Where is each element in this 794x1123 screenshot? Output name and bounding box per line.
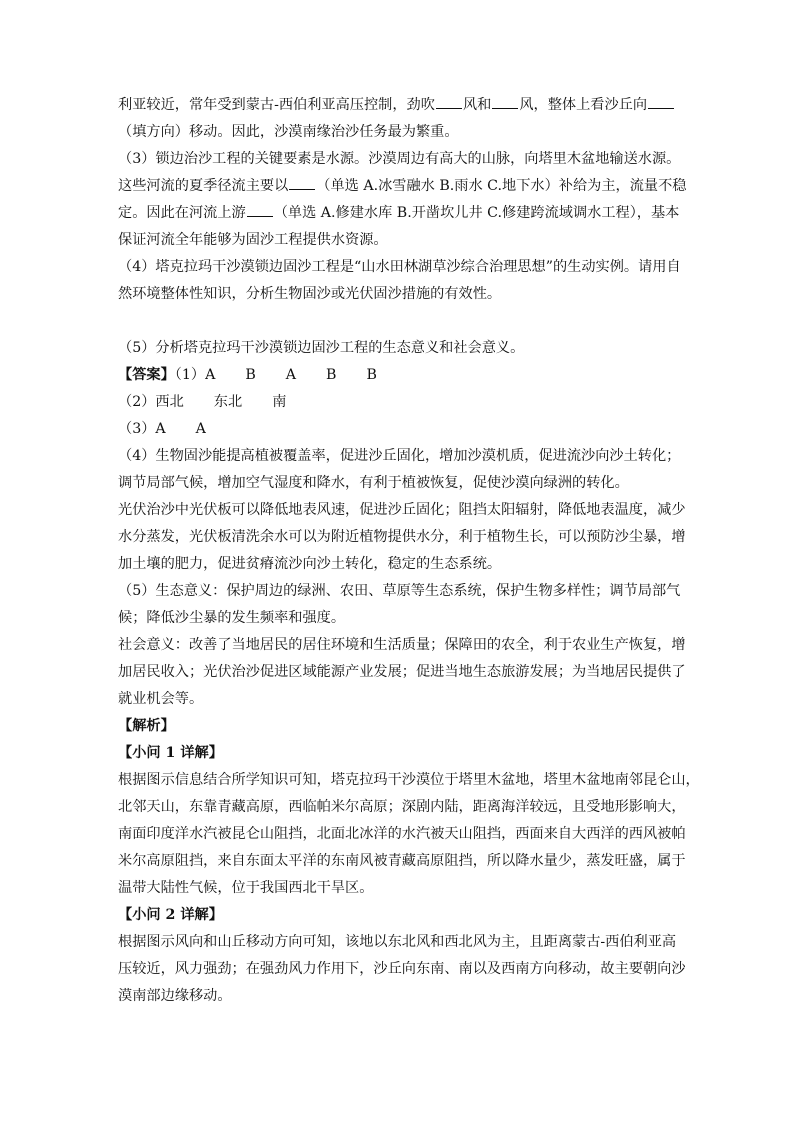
q2-line-1	[118, 92, 678, 119]
answer-item: 南	[272, 394, 287, 410]
answer-item: B	[326, 367, 337, 383]
answer-blank	[492, 94, 518, 109]
sub-question-2-label: 【小问 2 详解】	[118, 907, 223, 923]
q3-line-1: （3）锁边治沙工程的关键要素是水源。沙漠周边有高大的山脉，向塔里木盆地输送水源。	[118, 151, 681, 167]
answer-blank	[436, 94, 462, 109]
answer-4-line: （4）生物固沙能提高植被覆盖率，促进沙丘固化，增加沙漠机质，促进流沙向沙土转化；	[118, 448, 681, 464]
q3-text: （单选 A.冰雪融水 B.雨水 C.地下水）补给为主，流量不稳	[316, 178, 687, 194]
answer-item: 东北	[213, 394, 243, 410]
document-page	[118, 92, 700, 1010]
analysis-1-line: 南面印度洋水汽被昆仑山阻挡，北面北冰洋的水汽被天山阻挡，西面来自大西洋的西风被帕	[118, 826, 686, 842]
answer-label: 【答案】	[118, 367, 175, 383]
analysis-1-line: 米尔高原阻挡，来自东面太平洋的东南风被青藏高原阻挡，所以降水量少，蒸发旺盛，属于	[118, 853, 686, 869]
analysis-label: 【解析】	[118, 718, 175, 734]
answer-line-1	[118, 362, 678, 389]
answer-item: 西北	[155, 394, 184, 410]
analysis-1-line: 根据图示信息结合所学知识可知，塔克拉玛干沙漠位于塔里木盆地，塔里木盆地南邻昆仑山，	[118, 772, 700, 788]
answer-4-line: 加土壤的肥力，促进贫瘠流沙向沙土转化，稳定的生态系统。	[118, 556, 502, 572]
q5-line-1: （5）分析塔克拉玛干沙漠锁边固沙工程的生态意义和社会意义。	[118, 340, 525, 356]
analysis-1-line: 温带大陆性气候，位于我国西北干旱区。	[118, 880, 374, 896]
answer-prefix: （3）	[118, 421, 156, 437]
analysis-2-line: 漠南部边缘移动。	[118, 988, 232, 1004]
answer-item: B	[366, 367, 377, 383]
spacer	[118, 308, 678, 335]
q3-line-3	[118, 200, 678, 227]
analysis-2-line: 根据图示风向和山丘移动方向可知，该地以东北风和西北风为主，且距离蒙古-西伯利亚高	[118, 934, 677, 950]
q2-text: 利亚较近，常年受到蒙古-西伯利亚高压控制，劲吹	[118, 97, 435, 113]
answer-4-line: 光伏治沙中光伏板可以降低地表风速，促进沙丘固化；阻挡太阳辐射，降低地表温度，减少	[118, 502, 686, 518]
q2-line-2: （填方向）移动。因此，沙漠南缘治沙任务最为繁重。	[118, 124, 459, 140]
answer-item: B	[245, 367, 256, 383]
analysis-1-line: 北邻天山，东靠青藏高原，西临帕米尔高原；深剧内陆，距离海洋较远，且受地形影响大，	[118, 799, 686, 815]
answer-blank	[289, 175, 315, 190]
q3-text: 定。因此在河流上游	[118, 205, 246, 221]
answer-4-line: 调节局部气候，增加空气湿度和降水，有利于植被恢复，促使沙漠向绿洲的转化。	[118, 475, 629, 491]
sub-question-1-label: 【小问 1 详解】	[118, 745, 223, 761]
answer-5-line: 加居民收入；光伏治沙促进区域能源产业发展；促进当地生态旅游发展；为当地居民提供了	[118, 664, 686, 680]
answer-item: A	[285, 367, 297, 383]
answer-4-line: 水分蒸发，光伏板清洗余水可以为附近植物提供水分，利于植物生长，可以预防沙尘暴，增	[118, 529, 686, 545]
q3-text: 这些河流的夏季径流主要以	[118, 178, 289, 194]
q4-line-1: （4）塔克拉玛干沙漠锁边固沙工程是“山水田林湖草沙综合治理思想”的生动实例。请用自	[118, 259, 681, 275]
answer-prefix: （2）	[118, 394, 156, 410]
answer-5-line: （5）生态意义：保护周边的绿洲、农田、草原等生态系统，保护生物多样性；调节局部气	[118, 583, 681, 599]
answer-item: A	[205, 367, 216, 383]
q4-line-2: 然环境整体性知识，分析生物固沙或光伏固沙措施的有效性。	[118, 286, 502, 302]
answer-5-line: 候；降低沙尘暴的发生频率和强度。	[118, 610, 346, 626]
q3-text: （单选 A.修建水库 B.开凿坎儿井 C.修建跨流域调水工程），基本	[273, 205, 680, 221]
analysis-2-line: 压较近，风力强劲；在强劲风力作用下，沙丘向东南、南以及西南方向移动，故主要朝向沙	[118, 961, 686, 977]
q2-text: 风和	[462, 97, 492, 113]
answer-line-2	[118, 389, 678, 416]
answer-prefix: （1）	[174, 367, 206, 383]
answer-blank	[648, 94, 674, 109]
q2-text: 风，整体上看沙丘向	[519, 97, 648, 113]
answer-item: A	[155, 421, 166, 437]
answer-5-line: 就业机会等。	[118, 691, 204, 707]
answer-5-line: 社会意义：改善了当地居民的居住环境和生活质量；保障田的农全，利于农业生产恢复，增	[118, 637, 686, 653]
answer-item: A	[195, 421, 206, 437]
answer-line-3	[118, 416, 678, 443]
q3-line-2	[118, 173, 687, 200]
answer-blank	[247, 202, 273, 217]
q3-line-4: 保证河流全年能够为固沙工程提供水资源。	[118, 232, 388, 248]
